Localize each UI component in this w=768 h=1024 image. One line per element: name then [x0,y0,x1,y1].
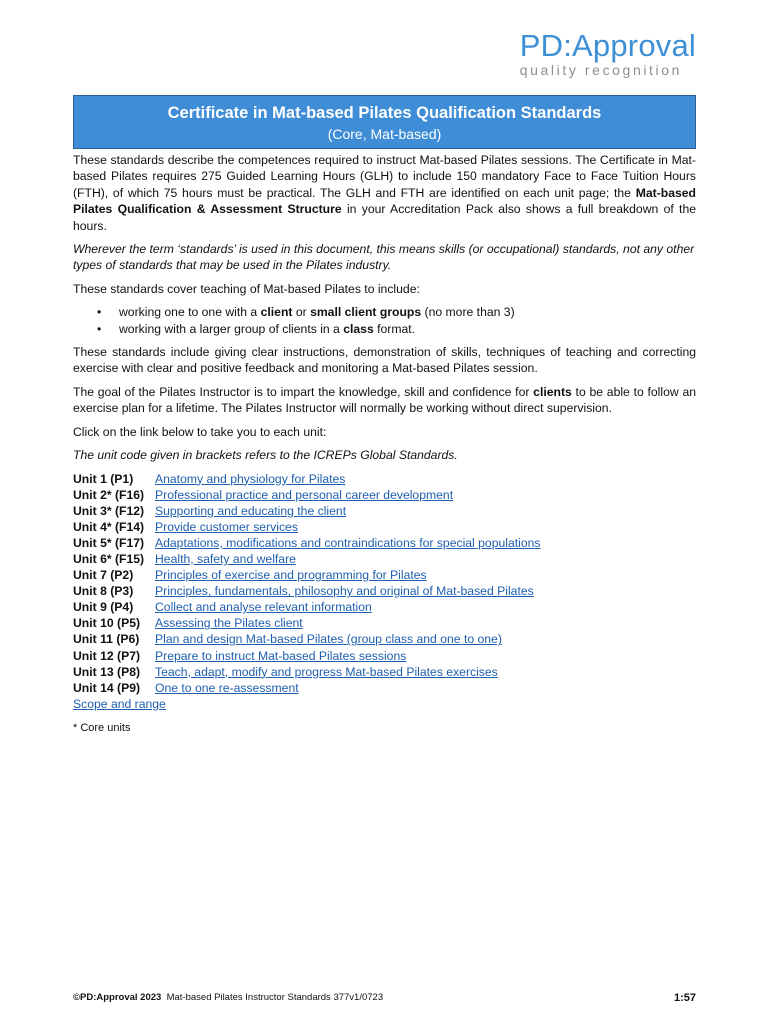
standards-note: Wherever the term ‘standards’ is used in this document, this means skills (or occupational) standards, not any other types of standards that may be used in the Pilates industry. [73,242,695,273]
logo-wordmark: PD:Approval [519,28,696,63]
link-instructions: Click on the link below to take you to each unit: [73,424,327,439]
unit-code: Unit 3* (F12) [73,503,145,518]
unit-code: Unit 13 (P8) [73,664,141,679]
list-item [119,321,696,337]
list-bold: small client groups [310,305,422,320]
list-text: working with a larger group of clients in a [119,321,344,336]
list-bold: client [260,305,293,320]
unit-link[interactable]: Collect and analyse relevant information [155,600,372,615]
page-footer [73,992,696,1004]
list-text: working one to one with a [119,305,261,320]
unit-code: Unit 7 (P2) [73,568,134,583]
unit-row [73,631,696,647]
footer-left [73,992,383,1004]
unit-row [73,535,696,551]
page-subtitle: (Core, Mat-based) [327,126,442,142]
intro-text: These standards describe the competences required to instruct Mat-based Pilates sessions. The Certificate in Mat-based Pilates requires 275 Guided Learning Hours (GLH) to include 150 mandatory Face to Face Tuition Hours (FTH), of which 75 hours must be practical. The GLH and FTH are identified on each unit page; the [73,153,696,200]
list-bold: class [343,321,374,336]
unit-link[interactable]: Principles of exercise and programming for Pilates [155,568,427,583]
intro-paragraph [73,152,696,234]
unit-code: Unit 12 (P7) [73,648,141,663]
unit-code: Unit 5* (F17) [73,535,145,550]
scope-and-range-link[interactable]: Scope and range [73,696,166,711]
unit-code-note: The unit code given in brackets refers to the ICREPs Global Standards. [73,448,458,463]
unit-row [73,615,696,631]
footer-copyright: ©PD:Approval 2023 [73,992,162,1003]
logo-tagline: quality recognition [519,62,683,78]
core-units-note: * Core units [73,721,131,734]
unit-code: Unit 4* (F14) [73,519,145,534]
unit-row [73,664,696,680]
goal-paragraph [73,384,696,417]
intro-bold-text: Mat-based Pilates Qualification & Assessment Structure [73,185,696,217]
unit-link[interactable]: Assessing the Pilates client [155,616,303,631]
unit-row [73,471,696,487]
unit-link[interactable]: Principles, fundamentals, philosophy and original of Mat-based Pilates [155,584,534,599]
unit-row [73,583,696,599]
unit-link[interactable]: Prepare to instruct Mat-based Pilates sessions [155,648,407,663]
unit-link[interactable]: Adaptations, modifications and contraindications for special populations [155,535,541,550]
unit-code: Unit 6* (F15) [73,551,145,566]
unit-link[interactable]: Supporting and educating the client [155,503,347,518]
unit-row [73,503,696,519]
document-body [73,152,696,736]
unit-link[interactable]: Anatomy and physiology for Pilates [155,471,346,486]
unit-list [73,471,696,712]
unit-code: Unit 9 (P4) [73,600,134,615]
page-number: 1:57 [673,992,696,1004]
scope-row [73,696,696,712]
coverage-intro: These standards cover teaching of Mat-based Pilates to include: [73,281,420,296]
instruction-paragraph: These standards include giving clear instructions, demonstration of skills, techniques of teaching and correcting exercise with clear and positive feedback and monitoring a Mat-based Pilates session. [73,345,696,376]
coverage-list [73,304,696,337]
intro-text-end: in your Accreditation Pack also shows a full breakdown of the hours. [73,202,696,233]
goal-text-end: to be able to follow an exercise plan for a lifetime. The Pilates Instructor will normally be working without direct supervision. [73,384,696,416]
unit-row [73,599,696,615]
unit-link[interactable]: Plan and design Mat-based Pilates (group class and one to one) [155,632,502,647]
unit-row [73,680,696,696]
unit-link[interactable]: Provide customer services [155,519,298,534]
unit-link[interactable]: Teach, adapt, modify and progress Mat-based Pilates exercises [155,664,498,679]
list-text: format. [373,321,416,336]
unit-row [73,648,696,664]
list-item [119,304,696,320]
unit-code: Unit 2* (F16) [73,487,145,502]
unit-code: Unit 11 (P6) [73,632,140,647]
unit-code: Unit 14 (P9) [73,680,141,695]
unit-code: Unit 1 (P1) [73,471,134,486]
unit-code: Unit 8 (P3) [73,584,134,599]
unit-row [73,519,696,535]
list-text: (no more than 3) [421,305,515,320]
unit-link[interactable]: One to one re-assessment [155,680,299,695]
unit-row [73,487,696,503]
goal-bold: clients [533,384,572,399]
unit-row [73,567,696,583]
unit-code: Unit 10 (P5) [73,616,141,631]
unit-row [73,551,696,567]
goal-text: The goal of the Pilates Instructor is to impart the knowledge, skill and confidence for [73,384,534,399]
list-text: or [292,305,311,320]
unit-link[interactable]: Professional practice and personal career development [155,487,454,502]
pd-approval-logo [520,30,696,77]
footer-doc-ref: Mat-based Pilates Instructor Standards 377v1/0723 [166,992,384,1003]
title-banner [73,95,696,149]
page-title: Certificate in Mat-based Pilates Qualification Standards [167,104,602,122]
unit-link[interactable]: Health, safety and welfare [155,551,296,566]
